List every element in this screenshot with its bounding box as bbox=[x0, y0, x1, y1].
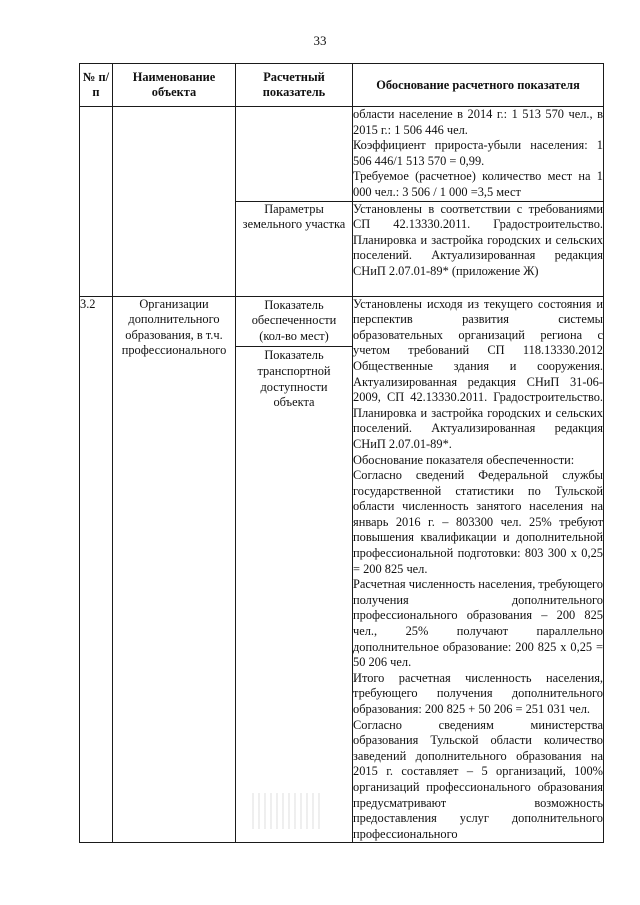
cell-basis-continued bbox=[353, 107, 604, 202]
header-object-name: Наименование объекта bbox=[113, 64, 236, 107]
indicator-transport-access: Показатель транспортной доступности объекта bbox=[236, 346, 352, 410]
basis-provision-heading: Обоснование показателя обеспеченности: bbox=[353, 452, 575, 467]
basis-growth-coefficient: Коэффициент прироста-убыли населения: 1 506 446/1 513 570 = 0,99. bbox=[353, 138, 603, 168]
cell-basis-3-2 bbox=[353, 296, 604, 843]
indicator-provision: Показатель обеспеченности (кол-во мест) bbox=[251, 297, 337, 343]
cell-name-empty bbox=[113, 107, 236, 297]
cell-indicator-empty bbox=[236, 107, 353, 202]
basis-requirements: Установлены исходя из текущего состояния и перспектив развития системы образовательных организаций региона с учетом требований СП 118.13330.2012 Общественные здания и сооружения. Актуализированная редакция СНиП 31-06-2009, СП 42.13330.2011. Градостроительство. Планировка и застройка городских и сельских поселений. Актуализированная редакция СНиП 2.07.01-89*. bbox=[353, 296, 603, 451]
header-indicator: Расчетный показатель bbox=[236, 64, 353, 107]
table-header-row bbox=[80, 64, 604, 107]
cell-indicator-land-plot: Параметры земельного участка bbox=[236, 201, 353, 296]
basis-statistics: Согласно сведений Федеральной службы государственной статистики по Тульской области численность занятого населения на январь 2016 г. – 803300 чел. 25% требуют повышения квалификации и дополнительной профессиональной подготовки: 803 300 х 0,25 = 200 825 чел. bbox=[353, 468, 603, 576]
table-row bbox=[80, 296, 604, 843]
cell-name-organizations: Организации дополнительного образования, в т.ч. профессионального bbox=[113, 296, 236, 843]
cell-number-3-2: 3.2 bbox=[80, 296, 113, 843]
basis-estimated-population: Расчетная численность населения, требующего получения дополнительного профессионального образования – 200 825 чел., 25% получают параллельно дополнительное образование: 200 825 х 0,25 = 50 206 чел. bbox=[353, 577, 603, 670]
justification-table bbox=[79, 63, 604, 843]
scan-artifact bbox=[252, 793, 322, 829]
cell-basis-land-plot: Установлены в соответствии с требованиями СП 42.13330.2011. Градостроительство. Планировка и застройка городских и сельских поселений. Актуализированная редакция СНиП 2.07.01-89* (приложение Ж) bbox=[353, 201, 604, 296]
table-row bbox=[80, 107, 604, 202]
cell-number-empty bbox=[80, 107, 113, 297]
header-number: № п/п bbox=[80, 64, 113, 107]
cell-indicators-3-2 bbox=[236, 296, 353, 843]
basis-ministry-data: Согласно сведениям министерства образования Тульской области количество заведений дополнительного образования на 2015 г. составляет – 5 организаций, 100% организаций профессионального образования предусматривают возможность предоставления услуг дополнительного профессионального bbox=[353, 717, 603, 841]
basis-total: Итого расчетная численность населения, требующего получения дополнительного образования: 200 825 + 50 206 = 251 031 чел. bbox=[353, 670, 603, 716]
page-number: 33 bbox=[313, 33, 327, 48]
basis-population: области население в 2014 г.: 1 513 570 чел., в 2015 г.: 1 506 446 чел. bbox=[353, 107, 603, 137]
header-basis: Обоснование расчетного показателя bbox=[353, 64, 604, 107]
basis-required-places: Требуемое (расчетное) количество мест на 1 000 чел.: 3 506 / 1 000 =3,5 мест bbox=[353, 169, 603, 199]
